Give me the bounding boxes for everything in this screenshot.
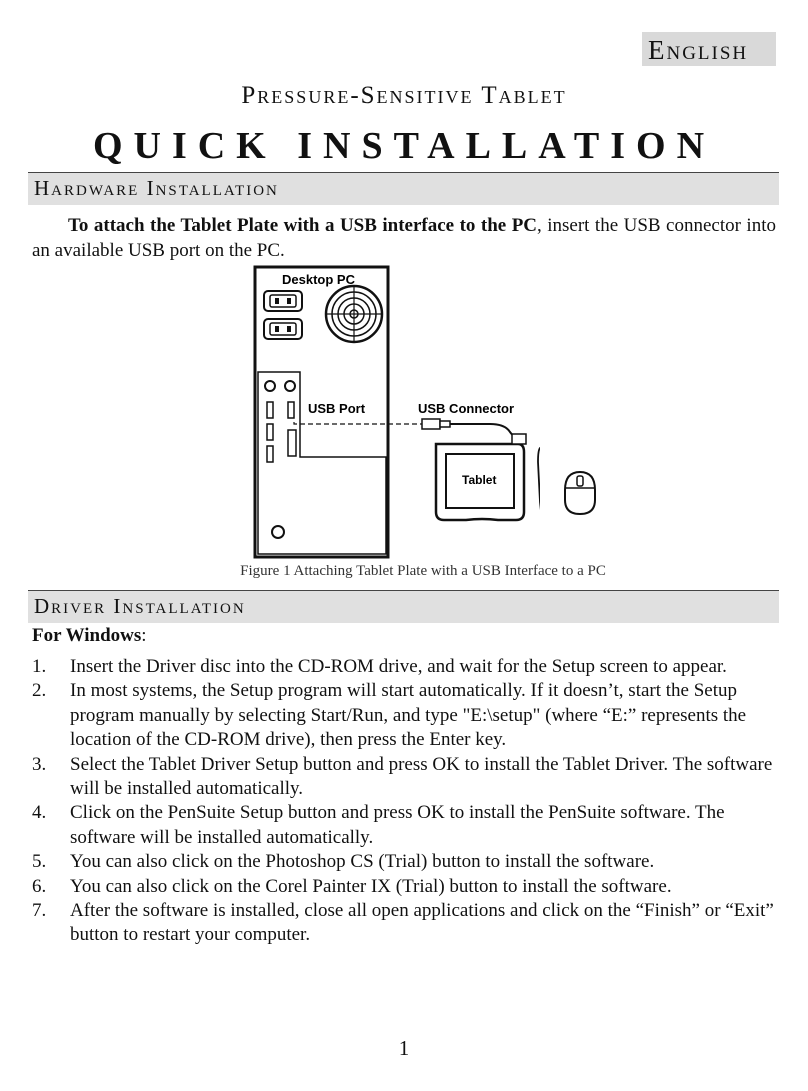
desktop-pc-label: Desktop PC xyxy=(282,272,355,287)
list-item: 6. You can also click on the Corel Painter IX (Trial) button to install the software. xyxy=(32,875,672,897)
list-item: 1. Insert the Driver disc into the CD-ROM drive, and wait for the Setup screen to appear. xyxy=(32,656,727,677)
usb-plug-icon xyxy=(422,419,450,429)
list-item: 4. Click on the PenSuite Setup button and press OK to install the PenSuite software. The software will be installed automatically. xyxy=(32,802,725,848)
fan-grille-icon xyxy=(326,286,382,342)
ps2-port-icon xyxy=(265,381,275,391)
stylus-pen-icon xyxy=(538,448,540,520)
ps2-port-icon xyxy=(285,381,295,391)
for-windows-label: For Windows xyxy=(32,625,142,646)
usb-connector-label: USB Connector xyxy=(418,401,515,416)
mouse-icon xyxy=(555,468,605,518)
language-badge xyxy=(642,32,776,66)
section-header-hardware xyxy=(28,172,779,205)
intro-bold-text: To attach the Tablet Plate with a USB interface to the PC xyxy=(68,215,538,236)
language-label: English xyxy=(648,35,749,65)
serial-slot-icon xyxy=(267,424,273,440)
power-socket-icon xyxy=(264,291,302,311)
section-header-driver xyxy=(28,590,779,623)
document-title: QUICK INSTALLATION xyxy=(92,125,716,167)
tablet-label: Tablet xyxy=(462,473,497,487)
intro-rest-text: , insert the USB connector into an available USB port on the PC. xyxy=(32,215,776,261)
section-title-hardware: Hardware Installation xyxy=(34,176,279,200)
power-socket-icon xyxy=(264,319,302,339)
usb-port-label: USB Port xyxy=(308,401,366,416)
connection-diagram xyxy=(250,262,540,562)
hardware-intro-paragraph xyxy=(32,213,776,263)
list-item: 2. In most systems, the Setup program will start automatically. If it doesn’t, start the Setup program manually by selecting Start/Run, and type "E:\setup" (where “E:” represents the location of the CD-ROM drive), then press the Enter key. xyxy=(32,680,747,751)
page-number: 1 xyxy=(398,1036,410,1060)
usb-slot-icon xyxy=(288,402,294,418)
list-item: 7. After the software is installed, close all open applications and click on the “Finish” or “Exit” button to restart your computer. xyxy=(32,900,774,946)
section-title-driver: Driver Installation xyxy=(34,594,246,618)
for-windows-heading: For Windows: xyxy=(32,625,147,646)
parallel-port-icon xyxy=(288,430,296,456)
installation-steps-list xyxy=(32,655,778,948)
list-item: 5. You can also click on the Photoshop CS (Trial) button to install the software. xyxy=(32,851,655,873)
figure-caption: Figure 1 Attaching Tablet Plate with a USB Interface to a PC xyxy=(240,563,606,579)
power-button-icon xyxy=(272,526,284,538)
list-item: 3. Select the Tablet Driver Setup button and press OK to install the Tablet Driver. The software will be installed automatically. xyxy=(32,753,773,800)
serial-slot-icon xyxy=(267,446,273,462)
document-subtitle: Pressure-Sensitive Tablet xyxy=(241,82,567,109)
usb-slot-icon xyxy=(267,402,273,418)
